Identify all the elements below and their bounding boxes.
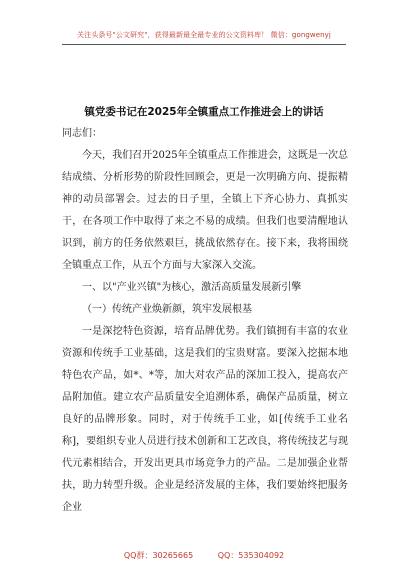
header-banner: 关注头条号"公文研究"，获得最新最全最专业的公文资料库！ 微信：gongwenyj — [77, 31, 331, 39]
footer-qq-group: QQ群：30265665 — [123, 551, 194, 560]
body-paragraph: 一是深挖特色资源，培育品牌优势。我们镇拥有丰富的农业资源和传统手工业基础，这是我们的宝贵财富。要深入挖掘本地特色农产品，如*、*等，加大对农产品的深加工投入，提高农产品附加值。建立农产品质量安全追溯体系，确保产品质量，树立良好的品牌形象。同时，对于传统手工业，如[传统手工业名称]，要组织专业人员进行技术创新和工艺改良，将传统技艺与现代元素相结合，开发出更具市场竞争力的产品。二是加强企业帮扶，助力转型升级。企业是经济发展的主体，我们要始终把服务企业 — [62, 326, 348, 513]
footer-contact — [0, 550, 408, 561]
footer-qq: QQ：535304092 — [217, 551, 285, 560]
document-title: 镇党委书记在2025年全镇重点工作推进会上的讲话 — [84, 106, 324, 118]
section-heading: 一、以"产业兴镇"为核心，激活高质量发展新引擎 — [82, 282, 302, 293]
intro-paragraph: 今天，我们召开2025年全镇重点工作推进会，这既是一次总结成绩、分析形势的阶段性回顾会，更是一次明确方向、提振精神的动员部署会。过去的日子里，全镇上下齐心协力、真抓实干，在各项工作中取得了来之不易的成绩。但我们也要清醒地认识到，前方的任务依然艰巨，挑战依然存在。接下来，我将围绕全镇重点工作，从五个方面与大家深入交流。 — [62, 150, 348, 271]
header-divider — [62, 44, 346, 45]
subsection-heading: （一）传统产业焕新颜，筑牢发展根基 — [82, 304, 252, 315]
greeting: 同志们： — [62, 128, 102, 139]
document-body — [62, 121, 348, 519]
